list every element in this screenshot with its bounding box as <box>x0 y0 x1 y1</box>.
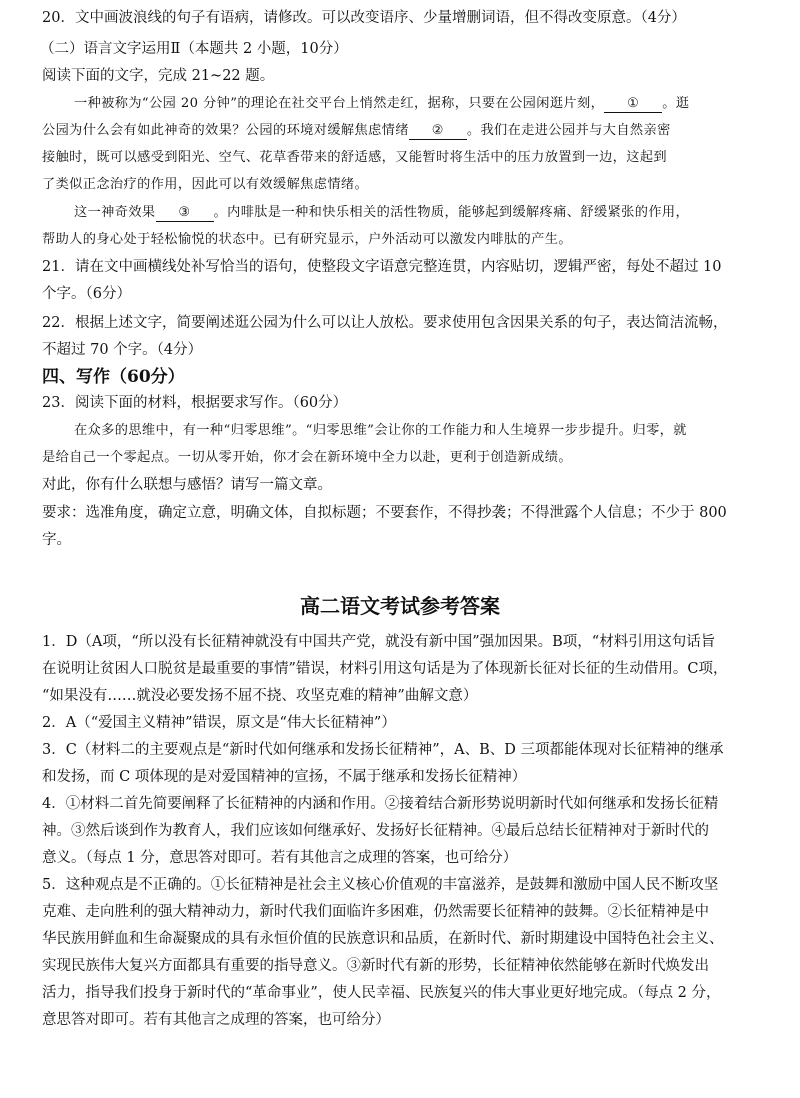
blank-3: ③ <box>156 204 214 222</box>
question-20: 20．文中画波浪线的句子有语病，请修改。可以改变语序、少量增删词语，但不得改变原意。（4分） <box>42 10 686 26</box>
answer-4-line-3: 意义。（每点 1 分，意思答对即可。若有其他言之成理的答案，也可给分） <box>42 850 518 866</box>
answer-4-line-2: 神。③然后谈到作为教育人，我们应该如何继承好、发扬好长征精神。④最后总结长征精神对于新时代的 <box>42 823 709 839</box>
material-line-1: 在众多的思维中，有一种“归零思维”。“归零思维”会让你的工作能力和人生境界一步步提升。归零，就 <box>74 423 687 438</box>
writing-requirements-line-1: 要求：选准角度，确定立意，明确文体，自拟标题；不要套作，不得抄袭；不得泄露个人信息；不少于 800 <box>42 505 727 521</box>
writing-requirements-line-2: 字。 <box>42 532 71 548</box>
passage-text: 。逛 <box>662 96 690 111</box>
question-21-line-1: 21．请在文中画横线处补写恰当的语句，使整段文字语意完整连贯，内容贴切，逻辑严密，每处不超过 10 <box>42 259 722 275</box>
answer-1-line-1: 1．D（A项，“所以没有长征精神就没有中国共产党，就没有新中国”强加因果。B项，“材料引用这句话旨 <box>42 634 716 650</box>
passage-line-2 <box>42 121 772 141</box>
writing-prompt: 对此，你有什么联想与感悟？请写一篇文章。 <box>42 477 332 493</box>
reading-instruction: 阅读下面的文字，完成 21~22 题。 <box>42 68 275 84</box>
question-22-line-2: 不超过 70 个字。（4分） <box>42 342 203 358</box>
answer-3-line-1: 3．C（材料二的主要观点是“新时代如何继承和发扬长征精神”，A、B、D 三项都能体现对长征精神的继承 <box>42 742 724 758</box>
passage-line-1 <box>74 94 774 114</box>
question-22-line-1: 22．根据上述文字，简要阐述逛公园为什么可以让人放松。要求使用包含因果关系的句子，表达简洁流畅， <box>42 315 728 331</box>
blank-1: ① <box>604 95 662 113</box>
answer-5-line-4: 实现民族伟大复兴方面都具有重要的指导意义。③新时代有新的形势，长征精神依然能够在新时代焕发出 <box>42 958 709 974</box>
passage-text: 一种被称为“公园 20 分钟”的理论在社交平台上悄然走红，据称，只要在公园闲逛片刻， <box>74 96 605 111</box>
passage-line-3: 接触时，既可以感受到阳光、空气、花草香带来的舒适感，又能暂时将生活中的压力放置到一边，这起到 <box>42 150 668 165</box>
passage-text: 这一神奇效果 <box>74 205 156 220</box>
material-line-2: 是给自己一个零起点。一切从零开始，你才会在新环境中全力以赴，更利于创造新成绩。 <box>42 450 572 465</box>
question-23: 23．阅读下面的材料，根据要求写作。（60分） <box>42 395 348 411</box>
blank-2: ② <box>409 122 467 140</box>
answer-3-line-2: 和发扬，而 C 项体现的是对爱国精神的宣扬，不属于继承和发扬长征精神） <box>42 769 527 785</box>
passage-line-5 <box>74 203 774 223</box>
answer-5-line-3: 华民族用鲜血和生命凝聚成的具有永恒价值的民族意识和品质，在新时代、新时期建设中国特色社会主义、 <box>42 931 724 947</box>
answer-5-line-2: 克难、走向胜利的强大精神动力，新时代我们面临许多困难，仍然需要长征精神的鼓舞。②长征精神是中 <box>42 904 709 920</box>
section-title-writing: 四、写作（60分） <box>42 367 185 387</box>
answer-5-line-1: 5．这种观点是不正确的。①长征精神是社会主义核心价值观的丰富滋养，是鼓舞和激励中国人民不断攻坚 <box>42 877 719 893</box>
answer-1-line-3: “如果没有……就没必要发扬不屈不挠、攻坚克难的精神”曲解文意） <box>42 688 478 704</box>
passage-text: 公园为什么会有如此神奇的效果？公园的环境对缓解焦虑情绪 <box>42 123 409 138</box>
answer-5-line-5: 活力，指导我们投身于新时代的“革命事业”，使人民幸福、民族复兴的伟大事业更好地完成。（每点 2 分， <box>42 985 721 1001</box>
answer-2: 2．A（“爱国主义精神”错误，原文是“伟大长征精神”） <box>42 715 396 731</box>
answer-5-line-6: 意思答对即可。若有其他言之成理的答案，也可给分） <box>42 1012 390 1028</box>
passage-line-4: 了类似正念治疗的作用，因此可以有效缓解焦虑情绪。 <box>42 177 369 192</box>
part2-header: （二）语言文字运用Ⅱ（本题共 2 小题，10分） <box>40 41 348 57</box>
answer-1-line-2: 在说明让贫困人口脱贫是最重要的事情”错误，材料引用这句话是为了体现新长征对长征的生动借用。C项， <box>42 661 728 677</box>
answer-4-line-1: 4．①材料二首先简要阐释了长征精神的内涵和作用。②接着结合新形势说明新时代如何继承和发扬长征精 <box>42 796 719 812</box>
question-21-line-2: 个字。（6分） <box>42 286 131 302</box>
passage-text: 。我们在走进公园并与大自然亲密 <box>466 123 671 138</box>
passage-line-6: 帮助人的身心处于轻松愉悦的状态中。已有研究显示，户外活动可以激发内啡肽的产生。 <box>42 232 572 247</box>
answer-key-title: 高二语文考试参考答案 <box>300 594 500 618</box>
passage-text: 。内啡肽是一种和快乐相关的活性物质，能够起到缓解疼痛、舒缓紧张的作用， <box>213 205 690 220</box>
